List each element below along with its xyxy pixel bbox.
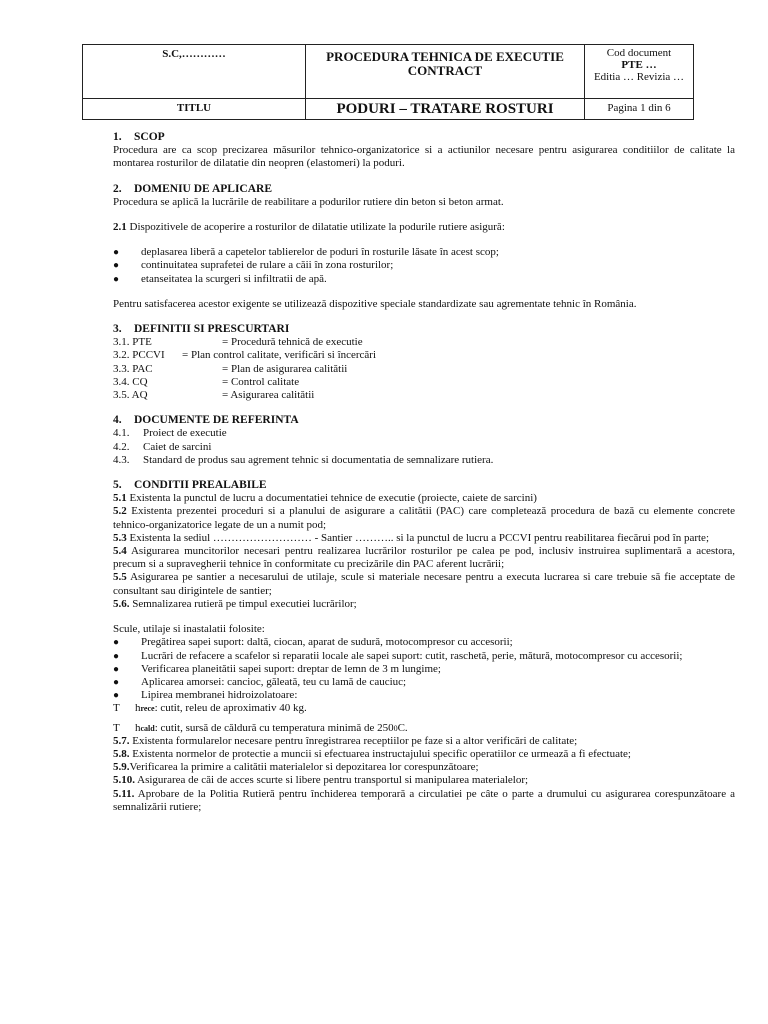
tools-list <box>113 636 735 702</box>
hot-application-line: T h cald : cutit, sursă de căldură cu temperatura minimă de 250 0 C. <box>113 721 408 734</box>
list-item: ● Lucrări de refacere a scafelor si reparatii locale ale sapei suport: cutit, raschetă, perie, mătură, motocompresor cu accesorii; <box>113 649 683 662</box>
reference-documents-list <box>113 427 735 467</box>
cod-value: PTE … <box>621 59 657 71</box>
list-item: ● deplasarea liberă a capetelor tablierelor de poduri în rosturile lăsate în acest scop; <box>113 246 499 259</box>
list-item: ● continuitatea suprafetei de rulare a căii în zona rosturilor; <box>113 259 394 272</box>
section-heading-domeniu: 2. DOMENIU DE APLICARE <box>113 182 273 195</box>
list-item: ● etanseitatea la scurgeri si infiltratii de apă. <box>113 272 327 285</box>
document-body <box>113 131 735 814</box>
page-number: Pagina 1 din 6 <box>585 99 694 120</box>
condition-item: 5.9.Verificarea la primire a calitătii materialelor si depozitarea lor corespunzătoare; <box>113 761 479 774</box>
condition-item: 5.2 Existenta prezentei proceduri si a planului de asigurare a calitătii (PAC) care completează procedura de bază cu elemente concrete tehnico-organizatorice legate de un a numit pod; <box>113 505 735 531</box>
domeniu-bullets <box>113 246 735 286</box>
condition-item: 5.7. Existenta formularelor necesare pentru înregistrarea receptiilor pe faze si a altor verificări de calitate; <box>113 734 578 747</box>
list-item: 4.2. Caiet de sarcini <box>113 440 212 453</box>
definition-row: 3.5. AQ = Asigurarea calitătii <box>113 389 315 402</box>
section-heading-scop: 1. SCOP <box>113 131 165 143</box>
condition-item: 5.5 Asigurarea pe santier a necesarului de utilaje, scule si materiale necesare pentru a executa lucrarea si care trebuie să fie acceptate de consultant sau dirigintele de santier; <box>113 571 735 597</box>
document-code-box <box>585 45 694 99</box>
document-header-table <box>82 44 694 120</box>
scop-text: Procedura are ca scop precizarea măsurilor tehnico-organizatorice si a actiunilor necesare pentru asigurarea conditiilor de calitate la montarea rosturilor de dilatatie din neopren (elastomeri) la poduri. <box>113 144 735 170</box>
list-item: ● Lipirea membranei hidroizolatoare: <box>113 689 298 702</box>
section-heading-definitii: 3. DEFINITII SI PRESCURTARI <box>113 323 290 336</box>
definitions-list <box>113 336 735 402</box>
list-item: ● Pregătirea sapei suport: daltă, ciocan, aparat de sudură, motocompresor cu accesorii; <box>113 636 513 649</box>
definition-row: 3.2. PCCVI = Plan control calitate, verificări si încercări <box>113 349 377 362</box>
list-item: 4.1. Proiect de executie <box>113 427 227 440</box>
company-name: S.C,………… <box>83 45 306 99</box>
edition-revision: Editia … Revizia … <box>593 71 685 83</box>
section-heading-conditii: 5. CONDITII PREALABILE <box>113 479 267 492</box>
list-item: ● Verificarea planeitătii sapei suport: dreptar de lemn de 3 m lungime; <box>113 662 441 675</box>
domeniu-closing: Pentru satisfacerea acestor exigente se utilizează dispozitive speciale standardizate sau agrementate tehnic în România. <box>113 297 637 310</box>
domeniu-sub-2-1: 2.1 Dispozitivele de acoperire a rosturilor de dilatatie utilizate la podurile rutiere asigură: <box>113 221 505 234</box>
list-item: ● Aplicarea amorsei: cancioc, găleată, teu cu lamă de cauciuc; <box>113 675 407 688</box>
condition-item: 5.11. Aprobare de la Politia Rutieră pentru închiderea temporară a circulatiei pe câte o parte a drumului cu asigurarea corespunzătoare a semnalizării rutiere; <box>113 787 735 813</box>
condition-item: 5.1 Existenta la punctul de lucru a documentatiei tehnice de executie (proiecte, caiete de sarcini) <box>113 492 537 505</box>
condition-item: 5.10. Asigurarea de căi de acces scurte si libere pentru transportul si manipularea materialelor; <box>113 774 529 787</box>
cod-label: Cod document <box>606 47 672 59</box>
domeniu-text: Procedura se aplică la lucrările de reabilitare a podurilor rutiere din beton si beton armat. <box>113 195 504 208</box>
title-label: TITLU <box>83 99 306 120</box>
section-heading-documente: 4. DOCUMENTE DE REFERINTA <box>113 414 299 427</box>
main-title: PODURI – TRATARE ROSTURI <box>306 99 585 120</box>
procedure-title: PROCEDURA TEHNICA DE EXECUTIE CONTRACT <box>306 45 585 99</box>
condition-item: 5.6. Semnalizarea rutieră pe timpul executiei lucrărilor; <box>113 597 357 610</box>
definition-row: 3.4. CQ = Control calitate <box>113 375 300 388</box>
definition-row: 3.1. PTE = Procedură tehnică de executie <box>113 336 363 349</box>
condition-item: 5.8. Existenta normelor de protectie a muncii si efectuarea instructajului specific operatiilor ce urmează a fi efectuate; <box>113 747 631 760</box>
definition-row: 3.3. PAC = Plan de asigurarea calitătii <box>113 362 348 375</box>
condition-item: 5.3 Existenta la sediul ……………………… - Santier ……….. si la punctul de lucru a PCCVI pentru reabilitarea fiecărui pod în parte; <box>113 531 709 544</box>
cold-application-line: T h rece : cutit, releu de aproximativ 40 kg. <box>113 702 307 715</box>
list-item: 4.3. Standard de produs sau agrement tehnic si documentatia de semnalizare rutiera. <box>113 453 494 466</box>
condition-item: 5.4 Asigurarea muncitorilor necesari pentru realizarea lucrărilor rosturilor pe calea pe pod, inclusiv instruirea suplimentară a acestora, precum si a supravegherii tehnice în conformitate cu precizările din PAC aferent lucrării; <box>113 545 735 571</box>
tools-intro: Scule, utilaje si inastalatii folosite: <box>113 623 265 636</box>
